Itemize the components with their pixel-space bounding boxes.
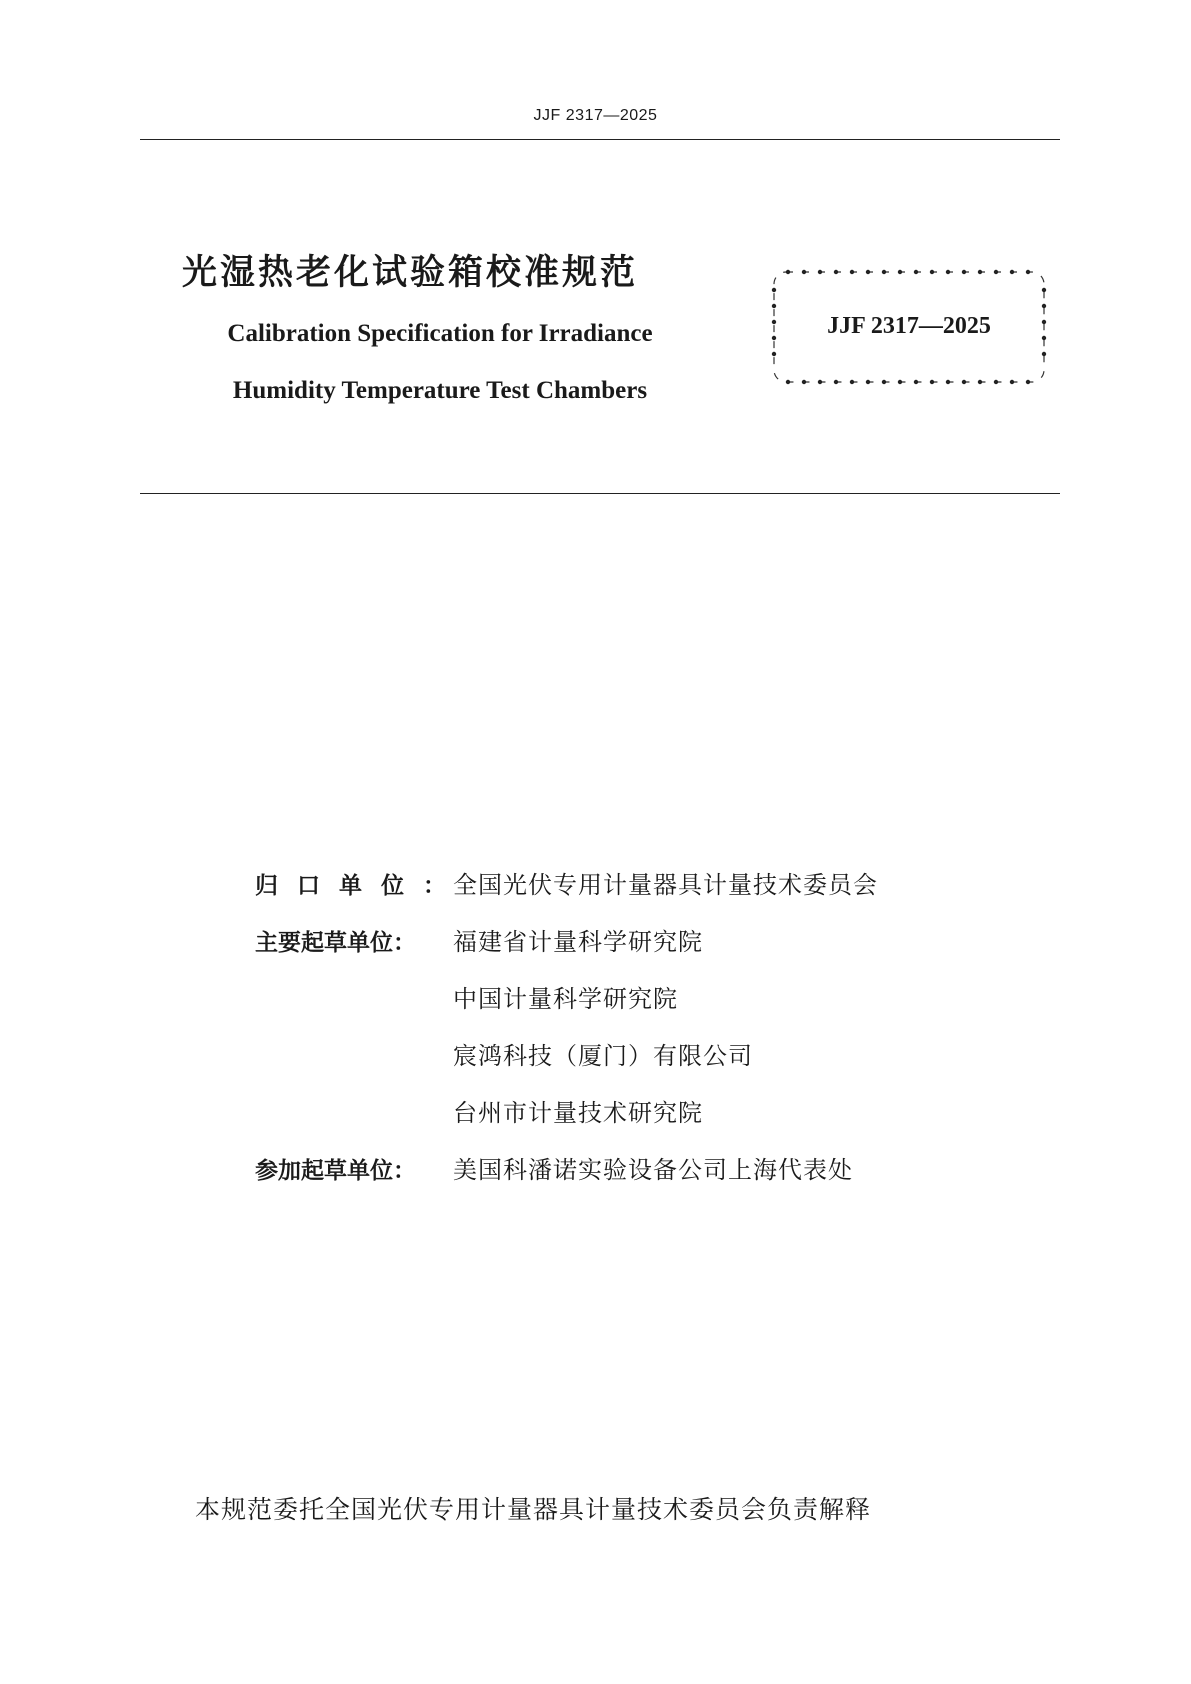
title-rule [140,493,1060,494]
title-chinese: 光湿热老化试验箱校准规范 [182,253,639,293]
interpretation-note: 本规范委托全国光伏专用计量器具计量技术委员会负责解释 [195,1495,872,1524]
main-drafting-label: 主要起草单位： [255,930,416,956]
main-drafting-unit: 中国计量科学研究院 [453,985,678,1013]
responsible-unit-row [255,865,878,905]
main-drafting-unit: 福建省计量科学研究院 [453,928,703,956]
main-drafting-row [255,1036,753,1076]
main-drafting-row [255,979,678,1019]
responsible-unit-label: 归口单位： [255,873,465,899]
standard-code: JJF 2317—2025 [827,313,991,339]
main-drafting-unit: 宸鸿科技（厦门）有限公司 [453,1042,753,1070]
header-standard-code: JJF 2317—2025 [533,107,658,124]
responsible-unit-value: 全国光伏专用计量器具计量技术委员会 [453,871,878,899]
main-drafting-row [255,922,703,962]
participating-drafting-unit: 美国科潘诺实验设备公司上海代表处 [453,1156,853,1184]
participating-drafting-label: 参加起草单位： [255,1158,416,1184]
main-drafting-row [255,1093,703,1133]
main-drafting-unit: 台州市计量技术研究院 [453,1099,703,1127]
standard-code-frame [770,268,1048,386]
title-english-line-1: Calibration Specification for Irradiance [227,320,653,347]
title-english-line-2: Humidity Temperature Test Chambers [232,377,648,404]
header-rule [140,139,1060,140]
participating-drafting-row [255,1150,853,1190]
